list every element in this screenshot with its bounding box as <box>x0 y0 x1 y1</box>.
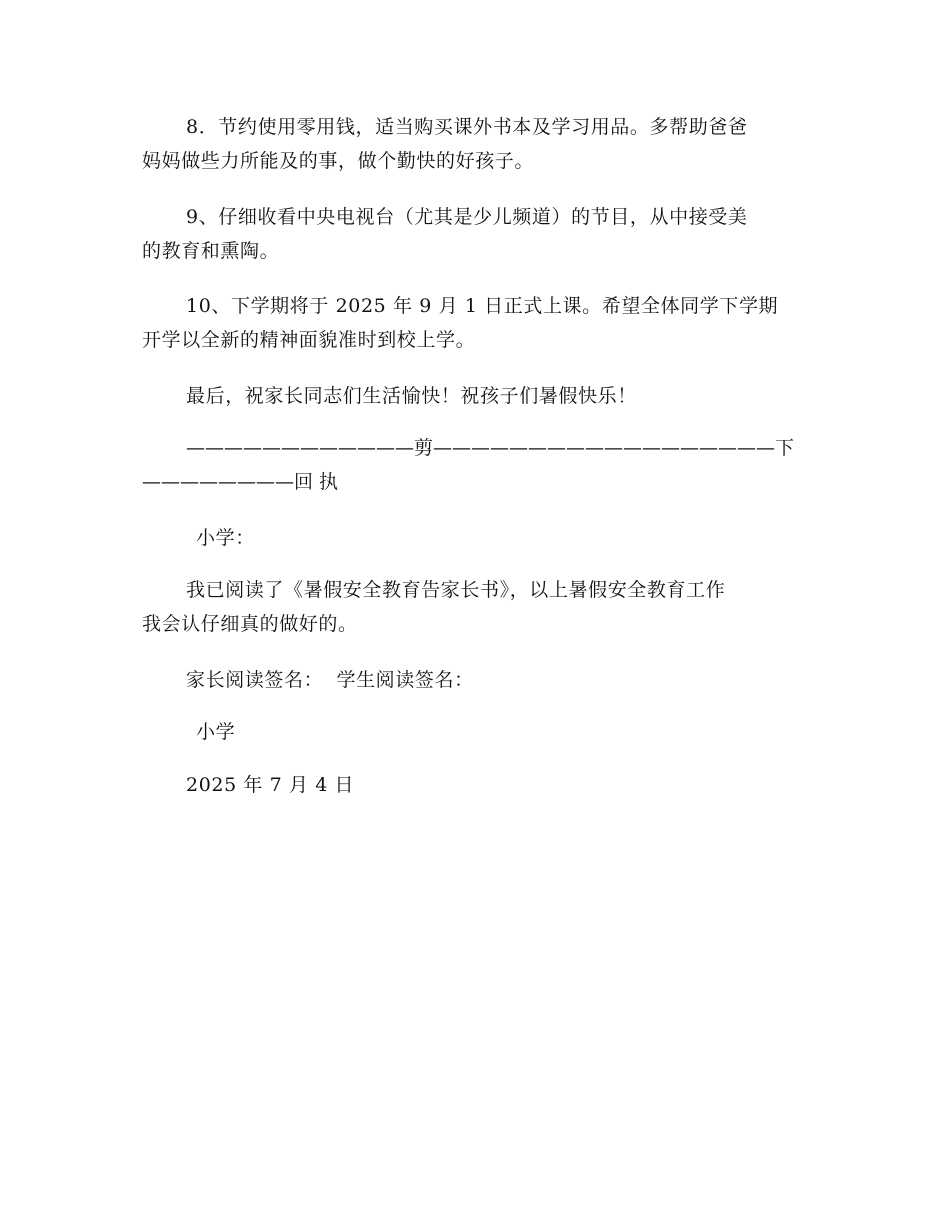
item-10-line-2: 开学以全新的精神面貌准时到校上学。 <box>142 329 476 351</box>
receipt-date <box>142 768 812 802</box>
receipt-statement <box>142 573 812 641</box>
signature-line <box>142 663 812 697</box>
list-item-9 <box>142 200 812 268</box>
item-9-line-1: 9、仔细收看中央电视台（尤其是少儿频道）的节目，从中接受美 <box>186 206 748 228</box>
cut-line <box>142 431 812 499</box>
signature-labels: 家长阅读签名： 学生阅读签名： <box>186 669 474 691</box>
item-8-line-2: 妈妈做些力所能及的事，做个勤快的好孩子。 <box>142 150 535 172</box>
cut-line-2: ————————回 执 <box>142 471 339 493</box>
date-text: 2025 年 7 月 4 日 <box>186 774 355 796</box>
list-item-10 <box>142 289 812 357</box>
receipt-school-top <box>142 521 812 555</box>
statement-line-2: 我会认仔细真的做好的。 <box>142 613 358 635</box>
school-label-bottom: 小学 <box>196 721 236 743</box>
school-label-top: 小学： <box>196 527 255 549</box>
item-9-line-2: 的教育和熏陶。 <box>142 240 280 262</box>
closing-line: 最后，祝家长同志们生活愉快！祝孩子们暑假快乐！ <box>186 385 637 407</box>
receipt-school-bottom <box>142 715 812 749</box>
statement-line-1: 我已阅读了《暑假安全教育告家长书》，以上暑假安全教育工作 <box>186 579 726 601</box>
closing-greeting <box>142 379 812 413</box>
cut-line-1: ————————————剪——————————————————下 <box>186 437 795 459</box>
item-8-line-1: 8．节约使用零用钱，适当购买课外书本及学习用品。多帮助爸爸 <box>186 116 748 138</box>
item-10-line-1: 10、下学期将于 2025 年 9 月 1 日正式上课。希望全体同学下学期 <box>186 295 779 317</box>
list-item-8 <box>142 110 812 178</box>
